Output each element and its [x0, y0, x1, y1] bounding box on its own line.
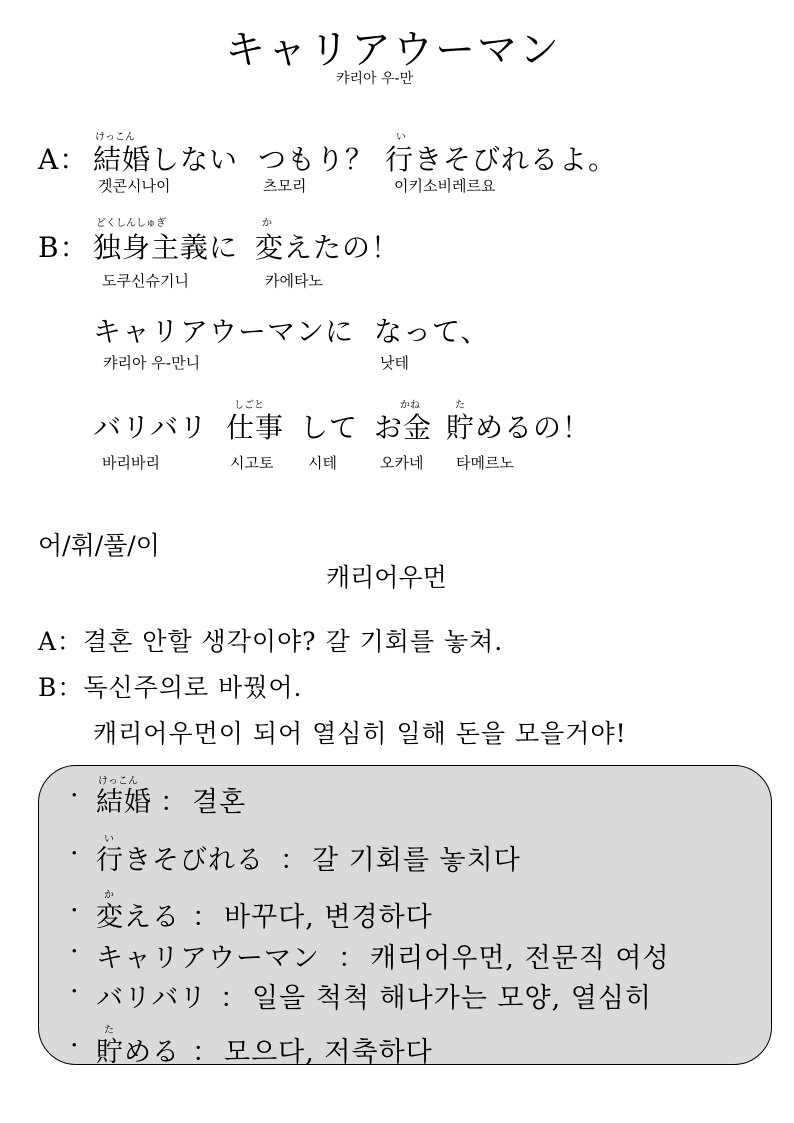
b3-phrase-1: バリバリ	[93, 411, 209, 444]
ruby-kekkon: けっこん	[95, 132, 135, 143]
vocab-bullet: ·	[70, 1030, 80, 1061]
vocab-separator: ：	[160, 787, 188, 818]
vocab-meaning: 모으다, 저축하다	[224, 1037, 433, 1068]
vocab-separator: ：	[192, 902, 220, 933]
a-phrase-1: 結婚しない	[93, 143, 239, 176]
b2-phrase-2: なって、	[374, 315, 490, 348]
b3-phrase-3: して	[300, 411, 359, 444]
b2-reading-2: 낫테	[380, 354, 409, 372]
vocab-separator: ：	[220, 983, 248, 1014]
b3-reading-2: 시고토	[230, 454, 274, 472]
b3-reading-4: 오카네	[380, 454, 424, 472]
page-title: キャリアウーマン	[225, 27, 561, 73]
translation-b1: B：독신주의로 바꿨어.	[38, 673, 303, 702]
b3-phrase-2: 仕事	[226, 411, 285, 444]
vocab-separator: ：	[192, 1037, 220, 1068]
b2-reading-1: 캬리아 우-만니	[103, 354, 201, 372]
section-heading: 어/휘/풀/이	[38, 531, 160, 560]
b1-reading-1: 도쿠신슈기니	[102, 272, 189, 290]
speaker-b: B：	[38, 231, 89, 264]
vocab-term: バリバリ	[96, 983, 208, 1014]
b1-phrase-1: 独身主義に	[93, 231, 239, 264]
a-reading-3: 이키소비레르요	[394, 177, 496, 195]
vocab-term: キャリアウーマン	[96, 943, 320, 974]
vocab-ruby: か	[104, 890, 114, 901]
vocab-bullet: ·	[70, 838, 80, 869]
vocab-term: 変える	[96, 902, 180, 933]
vocab-meaning: 캐리어우먼, 전문직 여성	[370, 943, 670, 974]
translation-b2: 캐리어우먼이 되어 열심히 일해 돈을 모을거야!	[93, 719, 627, 748]
vocab-bullet: ·	[70, 976, 80, 1007]
vocab-bullet: ·	[70, 936, 80, 967]
b3-reading-3: 시테	[308, 454, 337, 472]
vocab-meaning: 갈 기회를 놓치다	[312, 845, 521, 876]
ruby-ta: た	[455, 400, 465, 411]
vocab-separator: ：	[280, 845, 308, 876]
ruby-dokushinshugi: どくしんしゅぎ	[96, 218, 166, 229]
vocab-ruby: けっこん	[98, 776, 138, 787]
a-reading-1: 겟콘시나이	[98, 177, 171, 195]
vocab-ruby: た	[104, 1025, 114, 1036]
title-reading: 캬리아 우-만	[336, 71, 414, 87]
a-reading-2: 츠모리	[263, 177, 307, 195]
vocab-bullet: ·	[70, 895, 80, 926]
b3-reading-1: 바리바리	[102, 454, 160, 472]
b1-reading-2: 카에타노	[265, 272, 323, 290]
ruby-kane: かね	[400, 400, 420, 411]
vocab-term: 結婚	[96, 787, 152, 818]
vocab-term: 貯める	[96, 1037, 180, 1068]
translation-a: A：결혼 안할 생각이야? 갈 기회를 놓쳐.	[38, 627, 504, 656]
vocab-meaning: 바꾸다, 변경하다	[224, 902, 433, 933]
b3-phrase-5: 貯めるの！	[446, 411, 592, 444]
a-phrase-2: つもり？	[258, 143, 375, 176]
b3-reading-5: 타메르노	[456, 454, 514, 472]
vocab-bullet: ·	[70, 780, 80, 811]
speaker-a: A：	[38, 143, 89, 176]
b1-phrase-2: 変えたの！	[255, 231, 401, 264]
vocab-meaning: 결혼	[192, 787, 247, 818]
vocab-ruby: い	[104, 834, 114, 845]
korean-title: 캐리어우먼	[326, 563, 447, 592]
vocab-term: 行きそびれる	[96, 845, 264, 876]
b3-phrase-4: お金	[374, 411, 433, 444]
vocab-meaning: 일을 척척 해나가는 모양, 열심히	[252, 983, 652, 1014]
a-phrase-3: 行きそびれるよ。	[385, 143, 618, 176]
b2-phrase-1: キャリアウーマンに	[93, 315, 355, 348]
ruby-ka: か	[262, 218, 272, 229]
ruby-i: い	[396, 132, 406, 143]
ruby-shigoto: しごと	[234, 400, 264, 411]
vocab-separator: ：	[338, 943, 366, 974]
